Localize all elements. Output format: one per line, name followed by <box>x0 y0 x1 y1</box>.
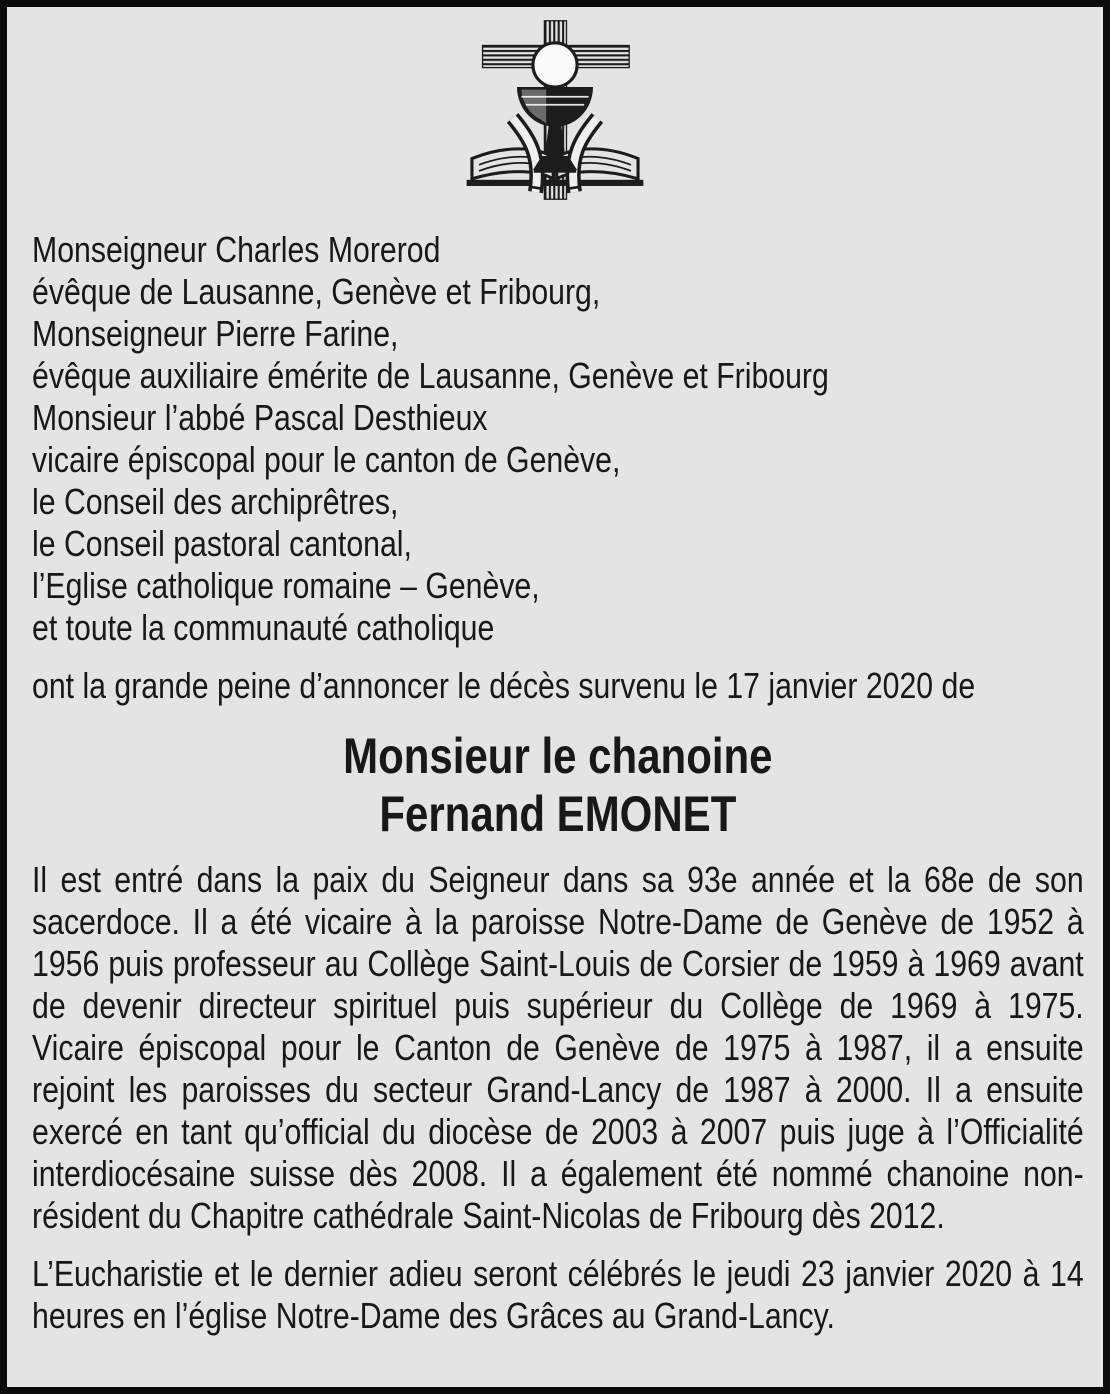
announcer-line: évêque de Lausanne, Genève et Fribourg, <box>32 271 601 312</box>
announcer-line: le Conseil pastoral cantonal, <box>32 523 412 564</box>
announcer-line: Monseigneur Pierre Farine, <box>32 313 399 354</box>
announcer-line: et toute la communauté catholique <box>32 607 495 648</box>
funeral-announcement: L’Eucharistie et le dernier adieu seront célébrés le jeudi 23 janvier 2020 à 14 heures en l’église Notre-Dame des Grâces au Grand-Lancy. <box>32 1253 1084 1336</box>
deceased-heading <box>32 727 1084 843</box>
announcer-line: le Conseil des archiprêtres, <box>32 481 399 522</box>
announcement-intro: ont la grande peine d’annoncer le décès survenu le 17 janvier 2020 de <box>32 665 976 706</box>
deceased-title: Monsieur le chanoine <box>343 728 773 784</box>
announcer-line: Monseigneur Charles Morerod <box>32 229 441 270</box>
biography-paragraph: Il est entré dans la paix du Seigneur dans sa 93e année et la 68e de son sacerdoce. Il a été vicaire à la paroisse Notre-Dame de Genève de 1952 à 1956 puis professeur au Collège Saint-Louis de Corsier de 1959 à 1969 avant de devenir directeur spirituel puis supérieur du Collège de 1969 à 1975. Vicaire épiscopal pour le Canton de Genève de 1975 à 1987, il a ensuite rejoint les paroisses du secteur Grand-Lancy de 1987 à 2000. Il a ensuite exercé en tant qu’official du diocèse de 2003 à 2007 puis juge à l’Officialité interdiocésaine suisse dès 2008. Il a également été nommé chanoine non-résident du Chapitre cathédrale Saint-Nicolas de Fribourg dès 2012. <box>32 859 1084 1236</box>
announcer-line: l’Eglise catholique romaine – Genève, <box>32 565 540 606</box>
deceased-name: Fernand EMONET <box>379 786 737 842</box>
announcer-line: vicaire épiscopal pour le canton de Genève, <box>32 439 621 480</box>
cross-host-chalice-open-book-icon <box>7 19 1103 223</box>
announcer-line: Monsieur l’abbé Pascal Desthieux <box>32 397 488 438</box>
announcers-list <box>32 229 1084 649</box>
notice-text-block <box>32 229 1084 1337</box>
announcer-line: évêque auxiliaire émérite de Lausanne, Genève et Fribourg <box>32 355 829 396</box>
